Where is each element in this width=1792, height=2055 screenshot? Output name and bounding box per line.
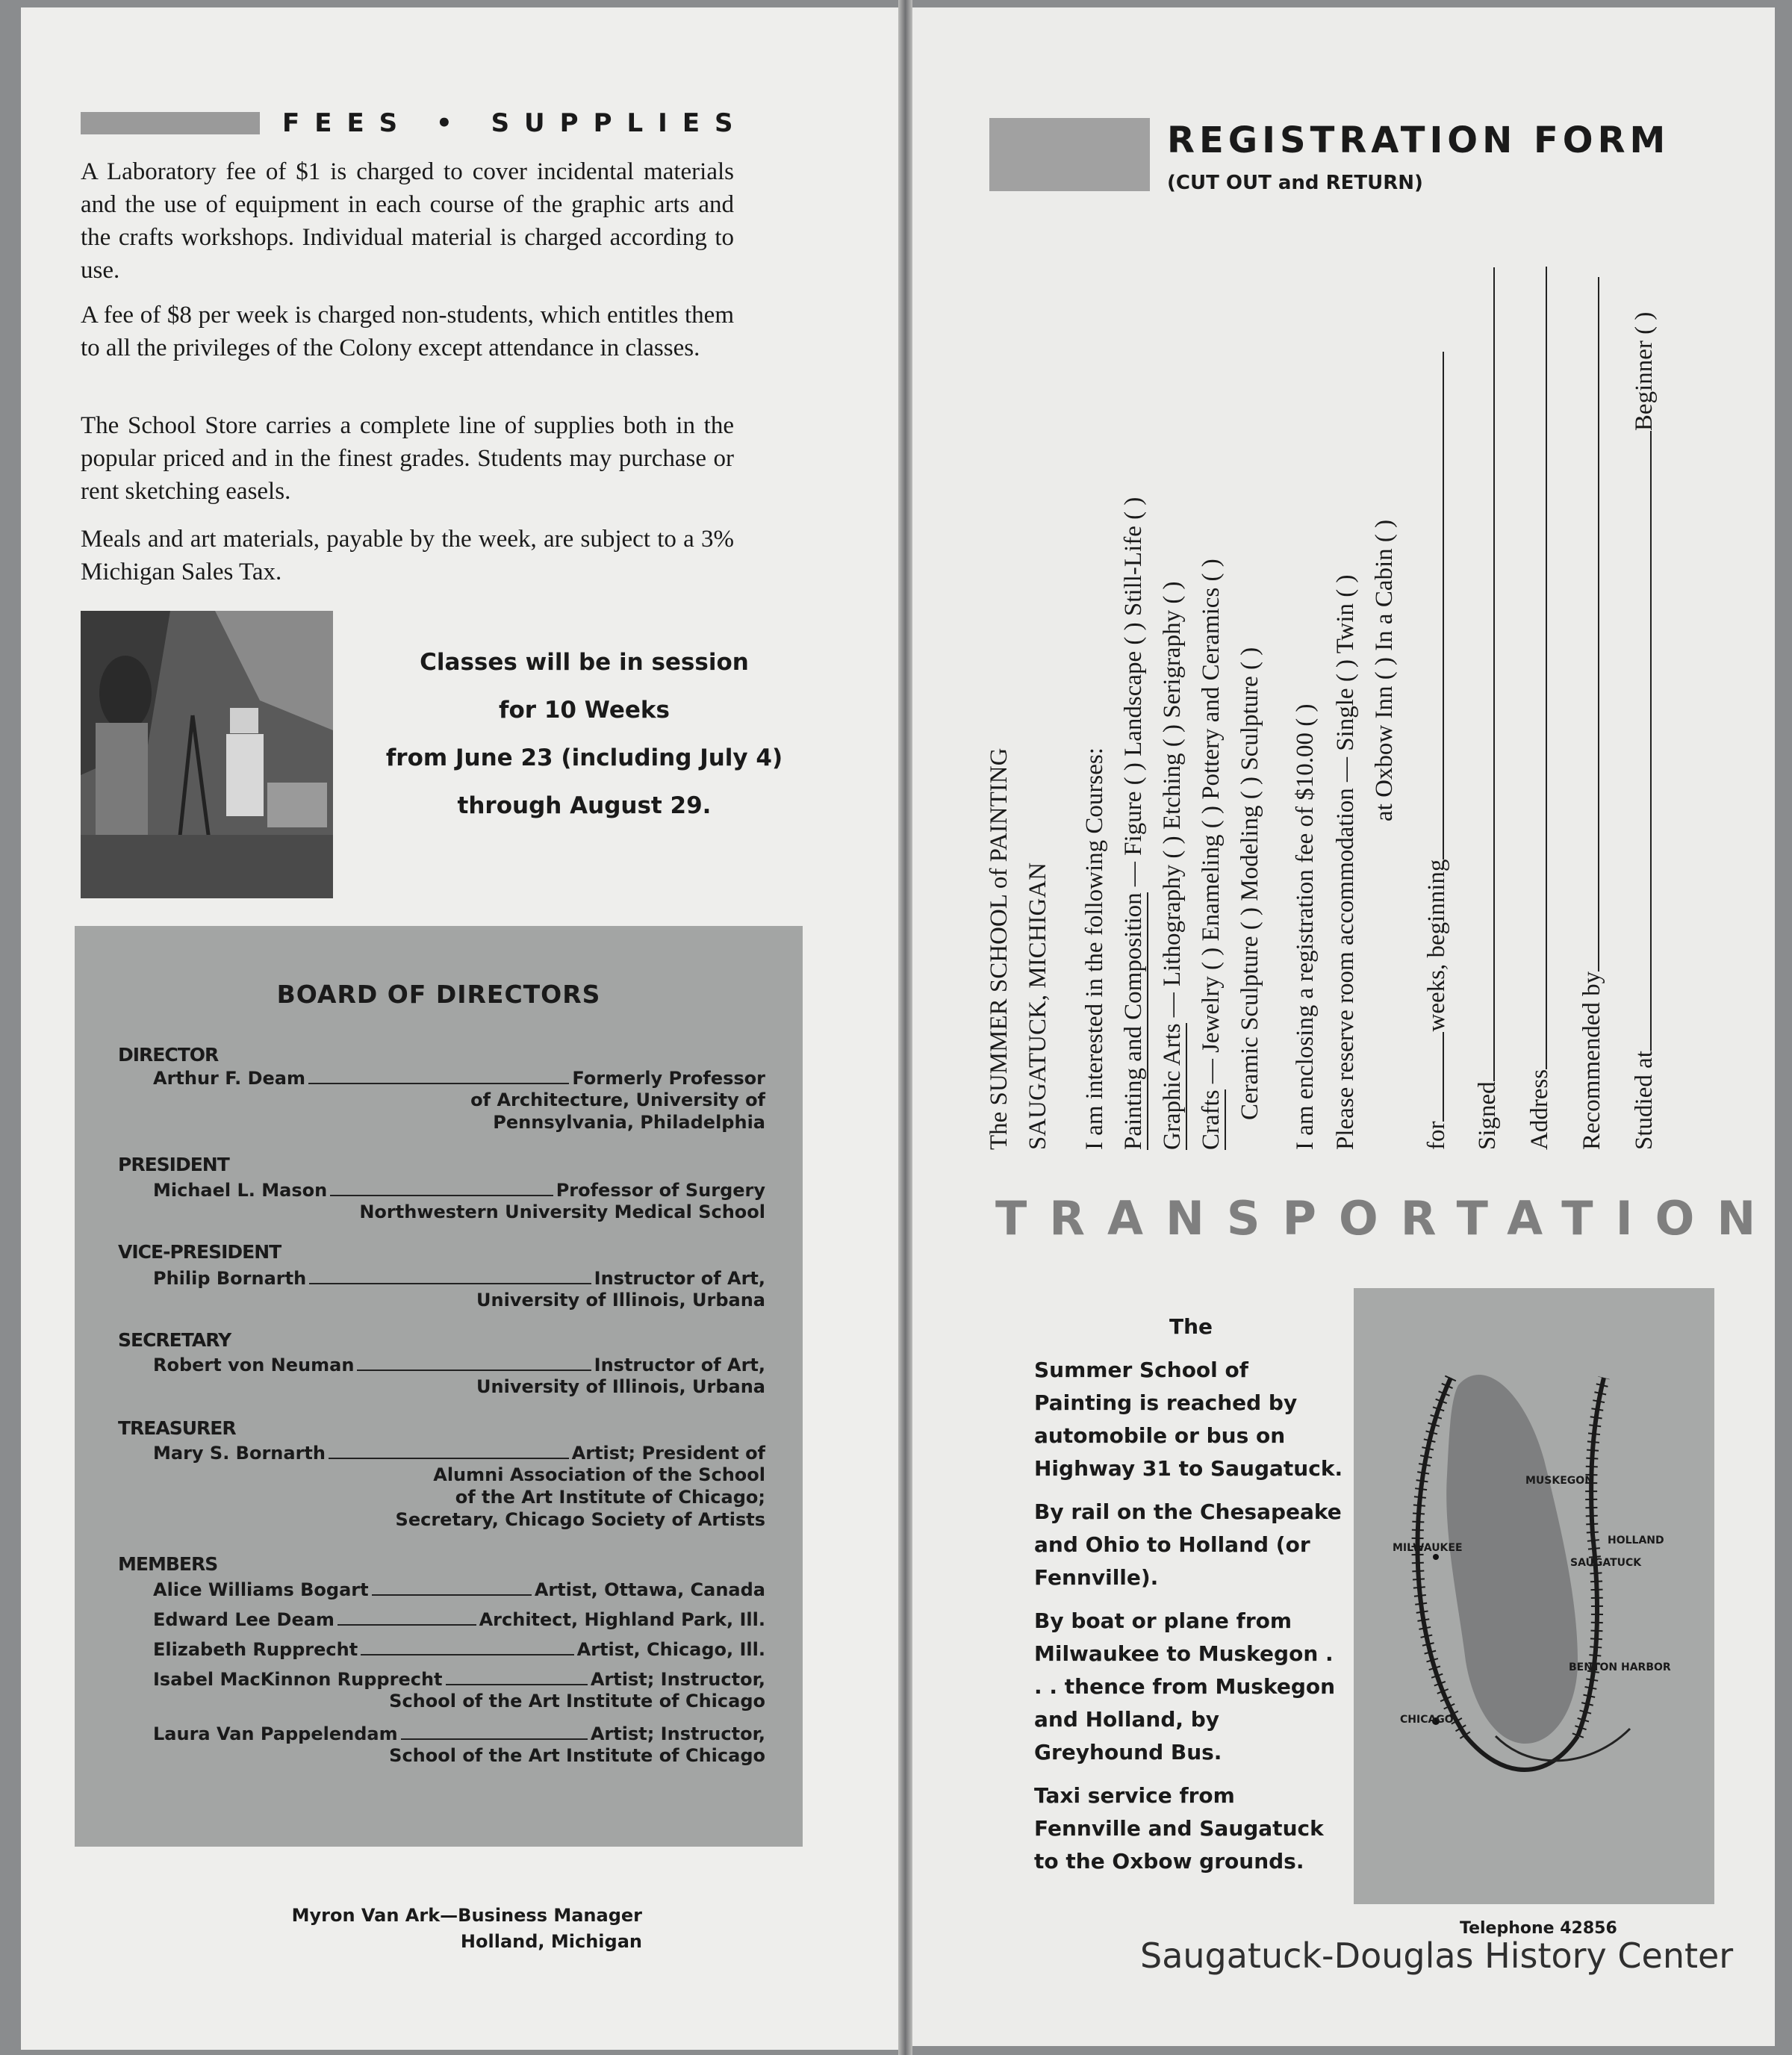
- form-oxbow-line: at Oxbow Inn ( ) In a Cabin ( ): [1371, 519, 1398, 821]
- studied-field[interactable]: [1629, 431, 1652, 1051]
- footer-line: Holland, Michigan: [460, 1931, 642, 1952]
- map-label-holland: HOLLAND: [1608, 1535, 1664, 1546]
- signed-label: Signed: [1474, 1081, 1501, 1150]
- session-line: Classes will be in session: [420, 649, 749, 676]
- member-desc-cont: Northwestern University Medical School: [359, 1201, 765, 1222]
- fees-heading-text: FEES • SUPPLIES: [282, 108, 748, 138]
- board-entry: [153, 1355, 765, 1398]
- member-desc-cont: Pennsylvania, Philadelphia: [493, 1112, 765, 1133]
- member-desc: Formerly Professor: [572, 1068, 765, 1089]
- member-desc: Professor of Surgery: [556, 1180, 765, 1201]
- session-line: from June 23 (including July 4): [385, 744, 783, 771]
- map-label-benton-harbor: BENTON HARBOR: [1569, 1661, 1671, 1673]
- page-gutter: [898, 0, 912, 2055]
- fees-paragraph: A Laboratory fee of $1 is charged to cover incidental materials and the use of equipment in each course of the graphic arts and the crafts workshops. Individual material is charged according to use.: [81, 158, 734, 284]
- archive-watermark: Saugatuck-Douglas History Center: [1140, 1936, 1734, 1976]
- board-entry: [153, 1068, 765, 1134]
- form-crafts-line: [1198, 559, 1225, 1150]
- form-address-line: [1525, 267, 1554, 1150]
- transport-paragraph: Taxi service from Fennville and Saugatuck to the Oxbow grounds.: [1034, 1783, 1324, 1874]
- role-label: PRESIDENT: [118, 1154, 229, 1175]
- member-name: Alice Williams Bogart: [153, 1579, 369, 1600]
- signed-field[interactable]: [1472, 267, 1495, 1081]
- transport-intro: The: [1169, 1314, 1213, 1339]
- fees-heading: [81, 108, 748, 138]
- form-studied-line: [1629, 312, 1658, 1150]
- transportation-text: [1034, 1311, 1348, 1888]
- member-name: Robert von Neuman: [153, 1355, 355, 1375]
- role-label: MEMBERS: [118, 1553, 218, 1575]
- form-for-line: [1422, 352, 1451, 1150]
- session-line: through August 29.: [457, 792, 712, 819]
- role-label: SECRETARY: [118, 1329, 231, 1351]
- address-label: Address: [1526, 1069, 1553, 1150]
- studied-label: Studied at: [1631, 1051, 1658, 1150]
- beginning-field[interactable]: [1422, 352, 1444, 859]
- member-desc: Instructor of Art,: [594, 1355, 765, 1375]
- member-desc-cont: University of Illinois, Urbana: [476, 1290, 765, 1311]
- member-name: Michael L. Mason: [153, 1180, 328, 1201]
- heading-bar: [81, 112, 260, 134]
- transport-paragraph: By rail on the Chesapeake and Ohio to Holland (or Fennville).: [1034, 1499, 1342, 1590]
- map-label-saugatuck: SAUGATUCK: [1570, 1557, 1642, 1569]
- address-field[interactable]: [1525, 267, 1547, 1069]
- map-label-chicago: CHICAGO: [1400, 1714, 1454, 1726]
- member-desc-cont: of the Art Institute of Chicago;: [455, 1487, 765, 1508]
- form-school-line: The SUMMER SCHOOL of PAINTING: [986, 747, 1012, 1150]
- painting-options: — Figure ( ) Landscape ( ) Still-Life ( ): [1120, 497, 1147, 893]
- transport-paragraph: Summer School of Painting is reached by automobile or bus on Highway 31 to Saugatuck.: [1034, 1358, 1343, 1481]
- registration-heading-bar: [989, 118, 1150, 191]
- member-desc: Instructor of Art,: [594, 1268, 765, 1289]
- member-name: Laura Van Pappelendam: [153, 1723, 398, 1744]
- role-label: VICE-PRESIDENT: [118, 1241, 281, 1263]
- form-painting-line: [1120, 497, 1148, 1150]
- board-entry: [153, 1443, 765, 1531]
- telephone-number: Telephone 42856: [1460, 1919, 1617, 1938]
- transportation-heading: TRANSPORTATION: [995, 1191, 1779, 1246]
- board-of-directors: [75, 926, 803, 1847]
- map-label-milwaukee: MILWAUKEE: [1393, 1542, 1463, 1554]
- form-fee-line: I am enclosing a registration fee of $10.00 ( ): [1292, 703, 1319, 1150]
- member-desc: Artist; Instructor,: [590, 1669, 765, 1690]
- board-entry: [153, 1639, 765, 1660]
- member-desc-cont: University of Illinois, Urbana: [476, 1376, 765, 1397]
- role-label: DIRECTOR: [118, 1044, 219, 1066]
- session-line: for 10 Weeks: [498, 697, 670, 724]
- form-interest-line: I am interested in the following Courses:: [1081, 747, 1108, 1150]
- form-location-line: SAUGATUCK, MICHIGAN: [1024, 862, 1051, 1150]
- board-entry: [153, 1180, 765, 1223]
- member-desc: Architect, Highland Park, Ill.: [479, 1609, 765, 1630]
- registration-form: [986, 231, 1732, 1150]
- crafts-heading: Crafts: [1198, 1089, 1225, 1150]
- member-name: Elizabeth Rupprecht: [153, 1639, 358, 1660]
- crafts-options: — Jewelry ( ) Enameling ( ) Pottery and Ceramics ( ): [1198, 559, 1225, 1090]
- board-entry: [153, 1268, 765, 1311]
- member-desc: Artist, Ottawa, Canada: [534, 1579, 765, 1600]
- member-desc: Artist; Instructor,: [590, 1723, 765, 1744]
- member-name: Philip Bornarth: [153, 1268, 307, 1289]
- business-manager-footer: [291, 1903, 642, 1955]
- form-signed-line: [1472, 267, 1502, 1150]
- weeks-field[interactable]: [1422, 1032, 1444, 1122]
- member-desc-cont: of Architecture, University of: [470, 1089, 765, 1110]
- member-desc: Artist, Chicago, Ill.: [576, 1639, 765, 1660]
- registration-subtitle: (CUT OUT and RETURN): [1167, 172, 1423, 194]
- role-label: TREASURER: [118, 1417, 236, 1439]
- member-desc-cont: School of the Art Institute of Chicago: [389, 1691, 765, 1712]
- board-entry: [153, 1723, 765, 1767]
- form-recommended-line: [1577, 277, 1606, 1150]
- member-name: Arthur F. Deam: [153, 1068, 305, 1089]
- students-painting-photo: [81, 611, 333, 898]
- graphic-heading: Graphic Arts: [1159, 1023, 1186, 1150]
- painting-heading: Painting and Composition: [1120, 892, 1147, 1150]
- recommended-label: Recommended by: [1578, 971, 1605, 1150]
- form-reserve-line: Please reserve room accommodation — Single ( ) Twin ( ): [1332, 574, 1359, 1150]
- weeks-label: weeks, beginning: [1423, 859, 1450, 1032]
- for-label: for: [1423, 1121, 1450, 1150]
- session-info: [351, 638, 818, 830]
- beginner-label: Beginner ( ): [1631, 311, 1658, 432]
- map-label-muskegon: MUSKEGON: [1525, 1475, 1593, 1487]
- member-name: Isabel MacKinnon Rupprecht: [153, 1669, 443, 1690]
- member-desc-cont: Alumni Association of the School: [433, 1464, 765, 1485]
- form-ceramic-line: Ceramic Sculpture ( ) Modeling ( ) Sculpture ( ): [1236, 647, 1263, 1120]
- transport-paragraph: By boat or plane from Milwaukee to Muskegon . . . thence from Muskegon and Holland, by Greyhound Bus.: [1034, 1608, 1336, 1765]
- board-title: BOARD OF DIRECTORS: [276, 980, 601, 1009]
- lake-michigan-map: [1354, 1288, 1714, 1904]
- member-name: Edward Lee Deam: [153, 1609, 335, 1630]
- board-entry: [153, 1669, 765, 1712]
- member-desc-cont: School of the Art Institute of Chicago: [389, 1745, 765, 1766]
- member-name: Mary S. Bornarth: [153, 1443, 326, 1464]
- member-desc-cont: Secretary, Chicago Society of Artists: [395, 1509, 765, 1530]
- form-graphic-line: [1159, 581, 1186, 1150]
- board-entry: [153, 1609, 765, 1630]
- registration-title: REGISTRATION FORM: [1167, 119, 1670, 161]
- footer-line: Myron Van Ark—Business Manager: [291, 1905, 642, 1926]
- graphic-options: — Lithography ( ) Etching ( ) Serigraphy ( ): [1159, 581, 1186, 1024]
- fees-paragraph: A fee of $8 per week is charged non-students, which entitles them to all the privileges of the Colony except attendance in classes.: [81, 302, 734, 361]
- fees-paragraph: Meals and art materials, payable by the week, are subject to a 3% Michigan Sales Tax.: [81, 526, 734, 585]
- recommended-field[interactable]: [1577, 277, 1599, 971]
- member-desc: Artist; President of: [571, 1443, 765, 1464]
- fees-paragraph: The School Store carries a complete line of supplies both in the popular priced and in the finest grades. Students may purchase or rent sketching easels.: [81, 412, 734, 505]
- board-entry: [153, 1579, 765, 1600]
